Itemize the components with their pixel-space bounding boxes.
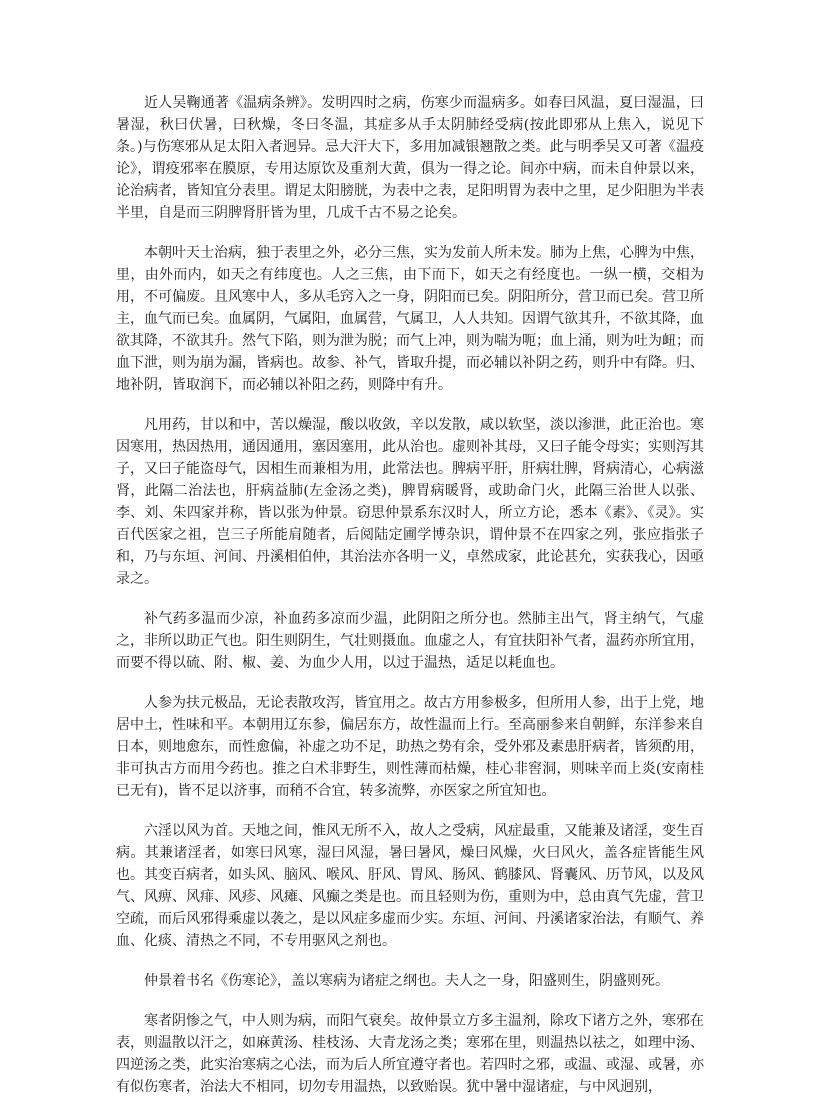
paragraph-cold: 寒者阴惨之气，中人则为病，而阳气衰矣。故仲景立方多主温剂，除攻下诸方之外，寒邪在表，则温散以汗之，如麻黄汤、桂枝汤、大青龙汤之类；寒邪在里，则温热以祛之，如理中汤、四逆汤之类，此实治寒病之心法，而为后人所宜遵守者也。若四时之邪，或温、或湿、或暑，亦有似伤寒者，治法大不相同，切勿专用温热，以致贻误。犹中暑中湿诸症，与中风迥别，	[116, 1013, 704, 1095]
paragraph-ginseng: 人参为扶元极品，无论表散攻泻，皆宜用之。故古方用参极多，但所用人参，出于上党，地居中土，性味和平。本朝用辽东参，偏居东方，故性温而上行。至高丽参来自朝鲜，东洋参来自日本，则地愈东，而性愈偏，补虚之功不足，助热之势有余，受外邪及素患肝病者，皆须酌用，非可执古方而用今药也。推之白术非野生，则性薄而枯燥，桂心非窖洞，则味辛而上炎(安南桂已无有)，皆不足以济事，而稍不合宜，转多流弊，亦医家之所宜知也。	[116, 695, 704, 799]
document-page	[116, 92, 704, 1116]
paragraph-wind: 六淫以风为首。天地之间，惟风无所不入，故人之受病，风症最重，又能兼及诸淫，变生百病。其兼诸淫者，如寒曰风寒，湿曰风湿，暑曰暑风，燥曰风燥，火曰风火，盖各症皆能生风也。其变百病者，如头风、脑风、喉风、肝风、胃风、肠风、鹤膝风、肾囊风、历节风，以及风气、风痹、风痱、风疹、风瘫、风癫之类是也。而且轻则为伤，重则为中，总由真气先虚，营卫空疏，而后风邪得乘虚以袭之，是以风症多虚而少实。东垣、河间、丹溪诸家治法，有顺气、养血、化痰、清热之不同，不专用驱风之剂也。	[116, 823, 704, 949]
paragraph-tonic-drugs: 补气药多温而少凉，补血药多凉而少温，此阴阳之所分也。然肺主出气，肾主纳气，气虚之，非所以助正气也。阳生则阴生，气壮则摄血。血虚之人，有宜扶阳补气者，温药亦所宜用，而要不得以硫、附、椒、姜、为血少人用，以过于温热，适足以耗血也。	[116, 611, 704, 671]
paragraph-medicine-use: 凡用药，甘以和中，苦以燥湿，酸以收敛，辛以发散，咸以软坚，淡以渗泄，此正治也。寒因寒用，热因热用，通因通用，塞因塞用，此从治也。虚则补其母，又曰子能令母实；实则泻其子，又曰子能盗母气，因相生而兼相为用，此常法也。脾病平肝，肝病壮脾，肾病清心，心病滋肾，此隔二治法也，肝病益肺(左金汤之类)，脾胃病暖肾，或助命门火，此隔三治世人以张、李、刘、朱四家并称，皆以张为仲景。窃思仲景系东汉时人，所立方论，悉本《素》、《灵》。实百代医家之祖，岂三子所能肩随者，后阅陆定圃学博杂识，谓仲景不在四家之列，张应指张子和，乃与东垣、河间、丹溪相伯仲，其治法亦各明一义，卓然成家，此论甚允，实获我心，因亟录之。	[116, 417, 704, 587]
paragraph-ye-tianshi: 本朝叶天士治病，独于表里之外，必分三焦，实为发前人所未发。肺为上焦，心脾为中焦，里，由外而内，如天之有纬度也。人之三焦，由下而下，如天之有经度也。一纵一横，交相为用，不可偏废。且风寒中人，多从毛窍入之一身，阴阳而已矣。阴阳所分，营卫而已矣。营卫所主，血气而已矣。血属阴，气属阳，血属营，气属卫，人人共知。因谓气欲其升，不欲其降，血欲其降，不欲其升。然气下陷，则为泄为脱；而气上冲，则为喘为呃；血上涌，则为吐为衄；而血下泄，则为崩为漏，皆病也。故参、补气，皆取升提，而必辅以补阴之药，则升中有降。归、地补阴，皆取润下，而必辅以补阳之药，则降中有升。	[116, 245, 704, 393]
paragraph-wu-jutong: 近人吴鞠通著《温病条辨》。发明四时之病，伤寒少而温病多。如春曰风温，夏曰湿温，曰暑湿，秋曰伏暑，曰秋燥，冬曰冬温，其症多从手太阴肺经受病(按此即邪从上焦入，说见下条。)与伤寒邪从足太阳入者迥异。忌大汗大下，多用加减银翘散之类。此与明季吴又可著《温疫论》，谓疫邪率在膜原，专用达原饮及重剂大黄，俱为一得之论。间亦中病，而未自仲景以来，论治病者，皆知宜分表里。谓足太阳膀胱，为表中之表，足阳明胃为表中之里，足少阳胆为半表半里，自是而三阴脾肾肝皆为里，几成千古不易之论矣。	[116, 95, 704, 221]
paragraph-shanghan-lun: 仲景着书名《伤寒论》，盖以寒病为诸症之纲也。夫人之一身，阳盛则生，阴盛则死。	[144, 973, 669, 989]
